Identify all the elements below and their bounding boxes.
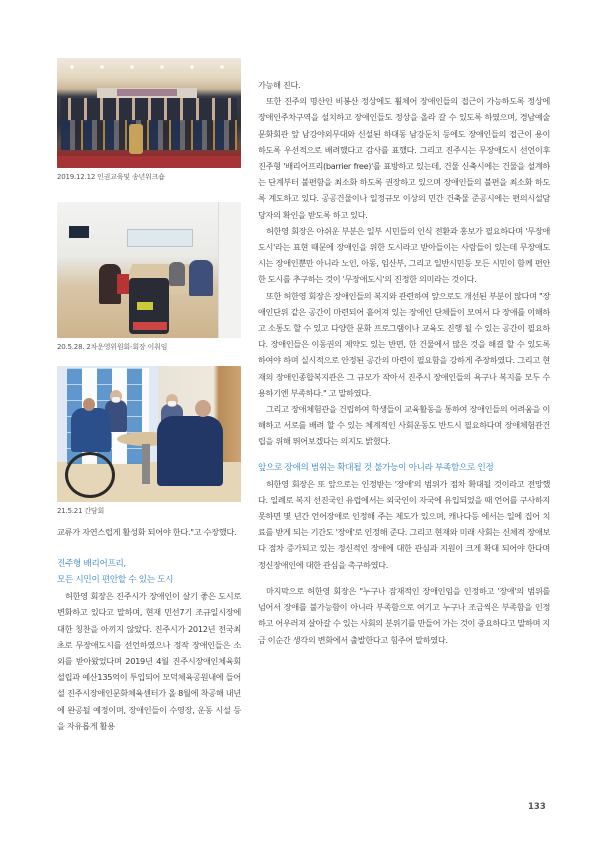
photo-wheelchair-meeting (57, 366, 241, 502)
section-heading: 진주형 배리어프리, 모든 시민이 편안할 수 있는 도시 (57, 559, 174, 586)
photo-group-workshop (57, 58, 241, 168)
body-paragraph: 마지막으로 허한영 회장은 "누구나 잠재적인 장애인임을 인정하고 '장애'의 범위를 넘어서 장애를 불가능함이 아니라 부족함으로 여기고 누구나 조금씩은 부족함을 인정하고 어우러져 살아갈 수 있는 사회의 분위기를 만들어 가는 것이 중요하다고 말하며 지금 이순간 생각의 변화에서 출발한다고 힘주어 말하였다. (258, 585, 550, 645)
body-paragraph: 또한 진주의 명산인 비봉산 정상에도 휠체어 장애인들의 접근이 가능하도록 정상에 장애인주차구역을 설치하고 장애인들도 정상을 올라 갈 수 있도록 하였으며, 경남예술문화회관 앞 남강야외무대와 신설된 하대동 남강둔치 등에도 장애인들의 접근이 용이 하도록 우선적으로 배려했다고 감사를 표했다. 그리고 진주시는 무장애도시 선언이후 진주형 '배리어프리(barrier free)'를 표방하고 있는데, 건물 신축시에는 건물을 설계하는 단계부터 불편함을 최소화 하도록 권장하고 있으며 장애인들의 불편을 최소화 하도록 계도하고 있다. 공공건물이나 일정규모 이상의 민간 건축물 준공시에는 편의시설담당자의 확인을 받도록 하고 있다. (258, 96, 550, 220)
photo-caption: 21.5.21 간담회 (57, 507, 105, 515)
body-paragraph: 허한영 회장은 아쉬운 부분은 일부 시민들의 인식 전환과 홍보가 필요하다며 '무장애도시'라는 표현 때문에 장애인을 위한 도시라고 받아들이는 사람들이 있는데 무장애도시는 장애인뿐만 아니라 노인, 아동, 임산부, 그리고 일반시민등 모든 시민이 함께 편안한 도시를 추구하는 것이 '무장애도시'의 진정한 의미라는 것이다. (258, 225, 550, 285)
section-heading: 앞으로 장애의 범위는 확대될 것 불가능이 아니라 부족함으로 인정 (258, 462, 494, 473)
body-paragraph: 교류가 자연스럽게 활성화 되어야 한다."고 수장했다. (57, 527, 237, 537)
body-paragraph: 허한영 회장은 또 앞으로는 인정받는 '장애'의 범위가 점차 확대될 것이라고 전망했다. 일례로 복지 선진국인 유럽에서는 외국인이 자국에 유입되었을 때 언어를 구사하지 못하면 몇 년간 언어장애로 인정해 주는 제도가 있으며, 캐나다등 에서는 일에 집어 치료를 받게 되는 기간도 '장애'로 인정해 준다. 그리고 현재와 미래 사회는 신체적 장애보다 점차 증가되고 있는 정신적인 장애에 대한 관심과 지원이 크게 확대 되어야 한다며 정신장애인에 대한 관심을 촉구하였다. (258, 478, 550, 570)
photo-caption: 2019.12.12 인권교육및 송년워크숍 (57, 173, 165, 181)
body-paragraph: 그리고 장애체험관을 건립하여 학생들이 교육활동을 통하여 장애인들의 어려움을 이해하고 서로를 배려 할 수 있는 체계적인 사회운동도 반드시 필요하다며 장애체험관건립을 위해 뛰어보겠다는 의지도 밝혔다. (258, 404, 550, 447)
body-paragraph: 허한영 회장은 진주시가 장애인이 살기 좋은 도시로 변화하고 있다고 말하며, 현재 민선7기 조규일시장에 대한 칭찬을 아끼지 않았다. 진주시가 2012년 전국최초로 무장애도시를 선언하였으나 정작 장애인들은 소외를 받아왔었다며 2019년 4월 진주시장애인체육회 설립과 예산135억이 투입되어 모덕체육공원내에 들어설 진주시장애인문화체육센터가 올 8월에 착공해 내년에 완공될 예정이며, 장애인들이 수영장, 운동 시설 등을 자유롭게 활용 (57, 591, 241, 731)
left-column (57, 58, 241, 734)
body-paragraph: 또한 허한영 회장은 장애인들의 복지와 관련하여 앞으로도 개선된 부분이 많다며 "장애인단위 같은 공간이 마련되어 흩어져 있는 장애인 단체들이 모여서 다 장애를 이해하고 소통도 할 수 있고 다양한 문화 프로그램이나 교육도 진행 될 수 있는 공간이 필요하다. 장애인들은 이동권의 제약도 있는 반면, 한 건물에서 많은 것을 해결 할 수 있도록 하여야 하며 실시적으로 안정된 공간의 마련이 필요함을 강하게 주장하였다. 그리고 현재의 장애인종합복지관은 그 규모가 작아서 진주시 장애인들의 욕구나 복지를 모두 수용하기엔 부족하다." 고 말하였다. (258, 290, 550, 398)
right-column (258, 77, 550, 648)
body-paragraph: 가능해 진다. (258, 80, 301, 90)
page-number: 133 (528, 802, 546, 812)
photo-caption: 20.5.28. 2차운영위원회-회장 이취임 (57, 343, 168, 351)
photo-meeting-room (57, 202, 241, 338)
